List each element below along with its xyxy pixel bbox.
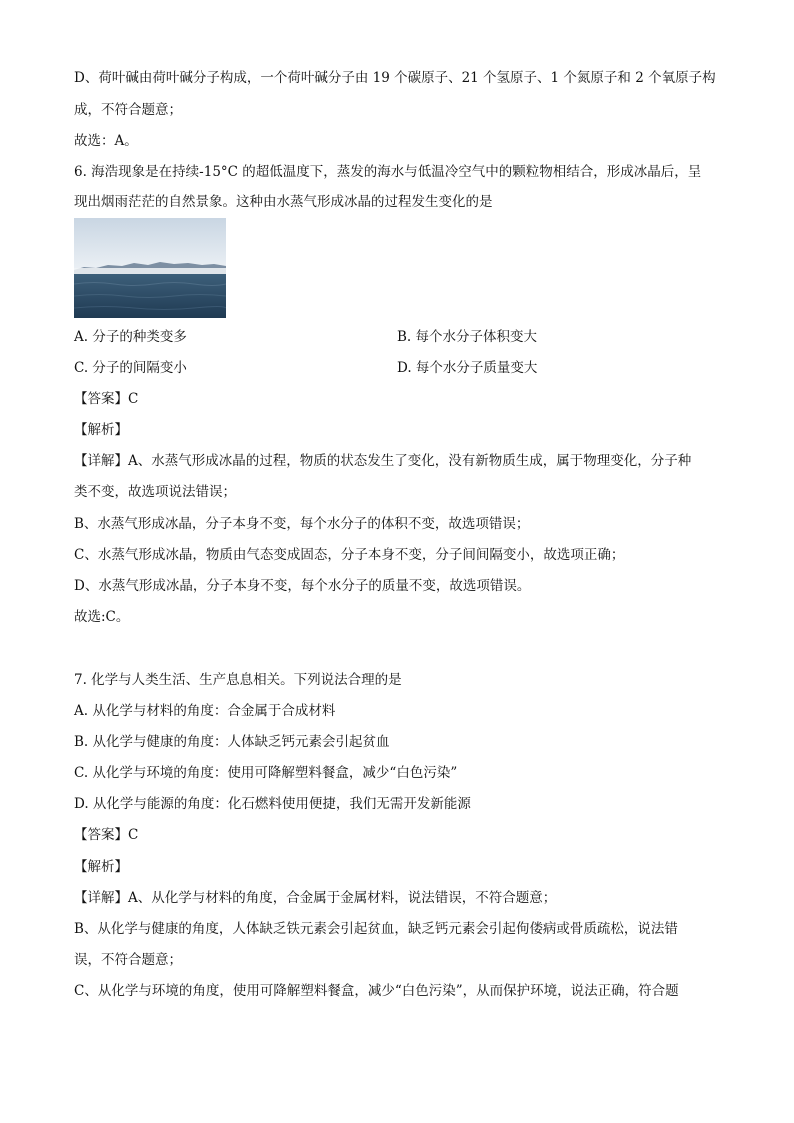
q7-detail-b-line2: 误，不符合题意； xyxy=(74,952,182,968)
q6-detail-line2: 类不变，故选项说法错误； xyxy=(74,484,236,500)
q6-option-b: B. 每个水分子体积变大 xyxy=(397,329,538,345)
q6-answer: 【答案】C xyxy=(74,391,139,407)
q7-stem: 7. 化学与人类生活、生产息息相关。下列说法合理的是 xyxy=(74,672,402,688)
q7-option-b: B. 从化学与健康的角度：人体缺乏钙元素会引起贫血 xyxy=(74,734,390,750)
q7-detail-b-line1: B、从化学与健康的角度，人体缺乏铁元素会引起贫血，缺乏钙元素会引起佝偻病或骨质疏松，说法错 xyxy=(74,921,678,937)
sea-smoke-photo xyxy=(74,218,226,318)
q7-option-a: A. 从化学与材料的角度：合金属于合成材料 xyxy=(74,703,336,719)
q6-detail-c: C、水蒸气形成冰晶，物质由气态变成固态，分子本身不变，分子间间隔变小，故选项正确； xyxy=(74,547,625,563)
q6-option-a: A. 分子的种类变多 xyxy=(74,329,187,345)
q7-detail-c: C、从化学与环境的角度，使用可降解塑料餐盒，减少“白色污染”，从而保护环境，说法正确，符合题 xyxy=(74,983,679,999)
q5-choice: 故选：A。 xyxy=(74,133,138,149)
q7-answer: 【答案】C xyxy=(74,827,139,843)
q6-stem-line1: 6. 海浩现象是在持续-15°C 的超低温度下，蒸发的海水与低温冷空气中的颗粒物相结合，形成冰晶后，呈 xyxy=(74,164,702,180)
q6-choice: 故选:C。 xyxy=(74,609,130,625)
q5-option-d-explanation-line1: D、荷叶碱由荷叶碱分子构成，一个荷叶碱分子由 19 个碳原子、21 个氢原子、1 个氮原子和 2 个氧原子构 xyxy=(74,70,716,86)
q6-option-d: D. 每个水分子质量变大 xyxy=(397,360,538,376)
q6-detail-line1: 【详解】A、水蒸气形成冰晶的过程，物质的状态发生了变化，没有新物质生成，属于物理变化，分子种 xyxy=(74,453,692,469)
q7-option-c: C. 从化学与环境的角度：使用可降解塑料餐盒，减少“白色污染” xyxy=(74,765,458,781)
q6-detail-d: D、水蒸气形成冰晶，分子本身不变，每个水分子的质量不变，故选项错误。 xyxy=(74,578,531,594)
q5-option-d-explanation-line2: 成，不符合题意； xyxy=(74,102,182,118)
q6-analysis-heading: 【解析】 xyxy=(74,422,128,438)
q7-option-d: D. 从化学与能源的角度：化石燃料使用便捷，我们无需开发新能源 xyxy=(74,796,471,812)
q7-detail-a: 【详解】A、从化学与材料的角度，合金属于金属材料，说法错误，不符合题意； xyxy=(74,890,557,906)
q6-option-c: C. 分子的间隔变小 xyxy=(74,360,187,376)
q6-stem-line2: 现出烟雨茫茫的自然景象。这种由水蒸气形成冰晶的过程发生变化的是 xyxy=(74,194,493,210)
q7-analysis-heading: 【解析】 xyxy=(74,859,128,875)
q6-detail-b: B、水蒸气形成冰晶，分子本身不变，每个水分子的体积不变，故选项错误； xyxy=(74,516,530,532)
